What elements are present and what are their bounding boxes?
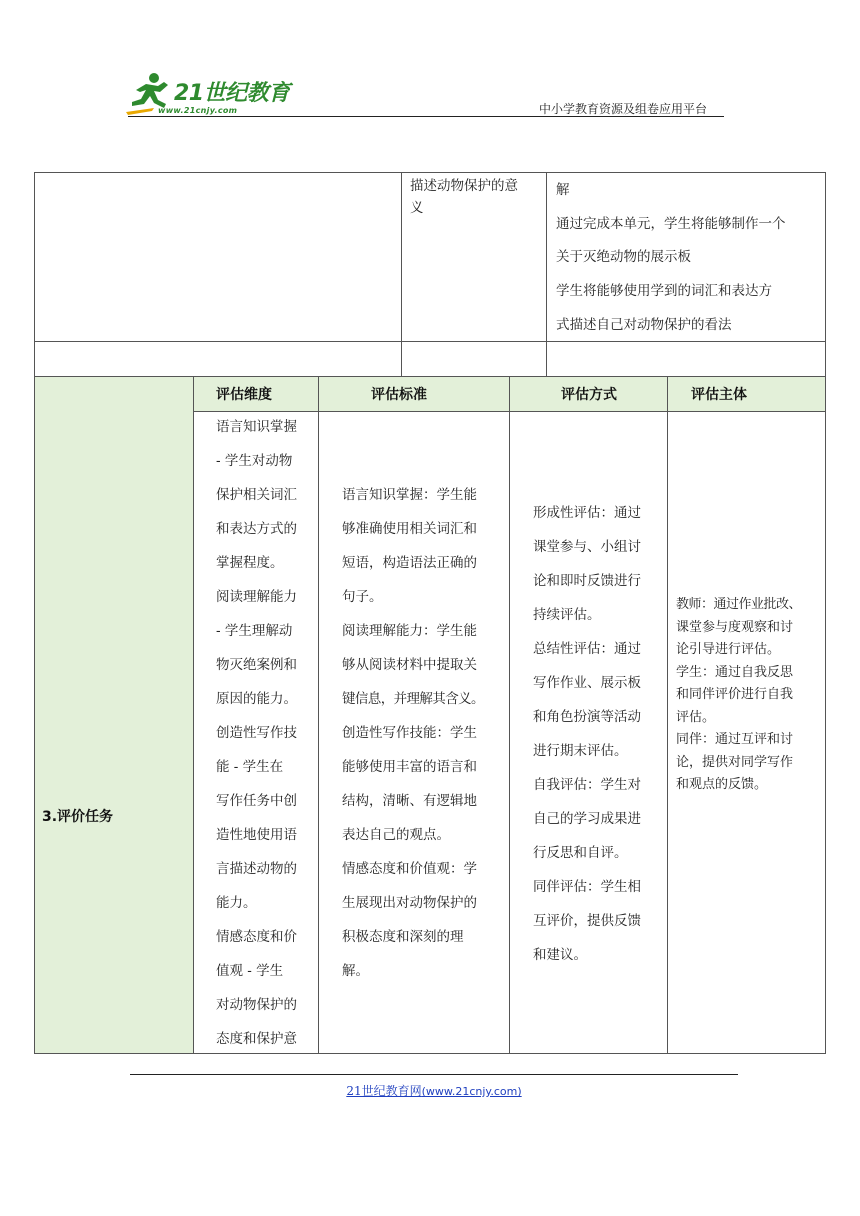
dimension-line: 态度和保护意 [216, 1031, 297, 1047]
dimension-line: 保护相关词汇 [216, 487, 297, 503]
footer-site-link[interactable] [130, 1082, 738, 1099]
method-line: 总结性评估：通过 [533, 641, 641, 657]
standard-line: 表达自己的观点。 [342, 827, 450, 843]
top-cell-left [34, 172, 402, 342]
standard-line: 情感态度和价值观：学 [342, 861, 477, 877]
footer-site-url: (www.21cnjy.com) [421, 1085, 522, 1098]
logo-text: 21世纪教育 [174, 81, 290, 106]
outcome-line-5: 式描述自己对动物保护的看法 [556, 317, 732, 333]
dimension-line: 言描述动物的 [216, 861, 297, 877]
dimension-line: 情感态度和价 [216, 929, 297, 945]
dimension-line: - 学生对动物 [216, 453, 293, 469]
method-line: 和建议。 [533, 947, 587, 963]
method-line: 写作作业、展示板 [533, 675, 641, 691]
empty-cell-right [546, 341, 826, 377]
outcome-line-4: 学生将能够使用学到的词汇和表达方 [556, 283, 772, 299]
outcome-line-3: 关于灭绝动物的展示板 [556, 249, 691, 265]
platform-title: 中小学教育资源及组卷应用平台 [539, 102, 708, 116]
method-line: 进行期末评估。 [533, 743, 628, 759]
subject-line: 学生：通过自我反思 [676, 665, 794, 680]
standard-line: 短语，构造语法正确的 [342, 555, 477, 571]
method-line: 自己的学习成果进 [533, 811, 641, 827]
standard-line: 创造性写作技能：学生 [342, 725, 477, 741]
subject-line: 论，提供对同学写作 [676, 755, 794, 770]
dimension-line: 值观 - 学生 [216, 963, 284, 979]
evaluation-section-cell [34, 376, 194, 1054]
empty-cell-left [34, 341, 402, 377]
logo-url: www.21cnjy.com [158, 106, 238, 115]
method-line: 行反思和自评。 [533, 845, 628, 861]
standard-line: 结构，清晰、有逻辑地 [342, 793, 477, 809]
header-dimension: 评估维度 [216, 387, 272, 403]
subject-line: 教师：通过作业批改、 [676, 597, 802, 612]
dimension-line: 造性地使用语 [216, 827, 297, 843]
dimension-line: 掌握程度。 [216, 555, 284, 571]
method-line: 自我评估：学生对 [533, 777, 641, 793]
site-logo [124, 68, 294, 118]
header-standard: 评估标准 [371, 387, 427, 403]
standard-line: 能够使用丰富的语言和 [342, 759, 477, 775]
method-line: 形成性评估：通过 [533, 505, 641, 521]
goal-line-2: 义 [410, 200, 424, 216]
dimension-line: 物灭绝案例和 [216, 657, 297, 673]
header-subject: 评估主体 [691, 387, 747, 403]
standard-line: 句子。 [342, 589, 383, 605]
empty-cell-middle [401, 341, 547, 377]
footer-divider [130, 1074, 738, 1075]
subject-line: 论引导进行评估。 [676, 642, 781, 657]
standard-line: 积极态度和深刻的理 [342, 929, 464, 945]
standard-line: 生展现出对动物保护的 [342, 895, 477, 911]
dimension-line: 对动物保护的 [216, 997, 297, 1013]
dimension-line: - 学生理解动 [216, 623, 293, 639]
subject-line: 课堂参与度观察和讨 [676, 620, 794, 635]
dimension-line: 能 - 学生在 [216, 759, 284, 775]
method-line: 和角色扮演等活动 [533, 709, 641, 725]
outcome-line-2: 通过完成本单元，学生将能够制作一个 [556, 216, 786, 232]
standard-line: 够从阅读材料中提取关 [342, 657, 477, 673]
method-line: 持续评估。 [533, 607, 601, 623]
dimension-line: 写作任务中创 [216, 793, 297, 809]
dimension-line: 能力。 [216, 895, 257, 911]
standard-line: 语言知识掌握：学生能 [342, 487, 477, 503]
method-line: 互评价，提供反馈 [533, 913, 641, 929]
header-divider [128, 116, 724, 117]
dimension-line: 原因的能力。 [216, 691, 297, 707]
header-method: 评估方式 [561, 387, 617, 403]
method-line: 课堂参与、小组讨 [533, 539, 641, 555]
standard-line: 阅读理解能力：学生能 [342, 623, 477, 639]
evaluation-section-label: 3.评价任务 [42, 809, 114, 825]
method-line: 论和即时反馈进行 [533, 573, 641, 589]
footer-site-name: 21世纪教育网 [346, 1084, 422, 1098]
subject-line: 评估。 [676, 710, 716, 725]
subject-line: 和观点的反馈。 [676, 777, 768, 792]
standard-line: 够准确使用相关词汇和 [342, 521, 477, 537]
dimension-line: 和表达方式的 [216, 521, 297, 537]
standard-line: 键信息，并理解其含义。 [342, 691, 484, 707]
dimension-line: 创造性写作技 [216, 725, 297, 741]
dimension-line: 阅读理解能力 [216, 589, 297, 605]
method-line: 同伴评估：学生相 [533, 879, 641, 895]
subject-line: 同伴：通过互评和讨 [676, 732, 794, 747]
subject-line: 和同伴评价进行自我 [676, 687, 794, 702]
standard-line: 解。 [342, 963, 369, 979]
goal-line-1: 描述动物保护的意 [410, 178, 518, 194]
outcome-line-1: 解 [556, 182, 570, 198]
dimension-line: 语言知识掌握 [216, 419, 297, 435]
